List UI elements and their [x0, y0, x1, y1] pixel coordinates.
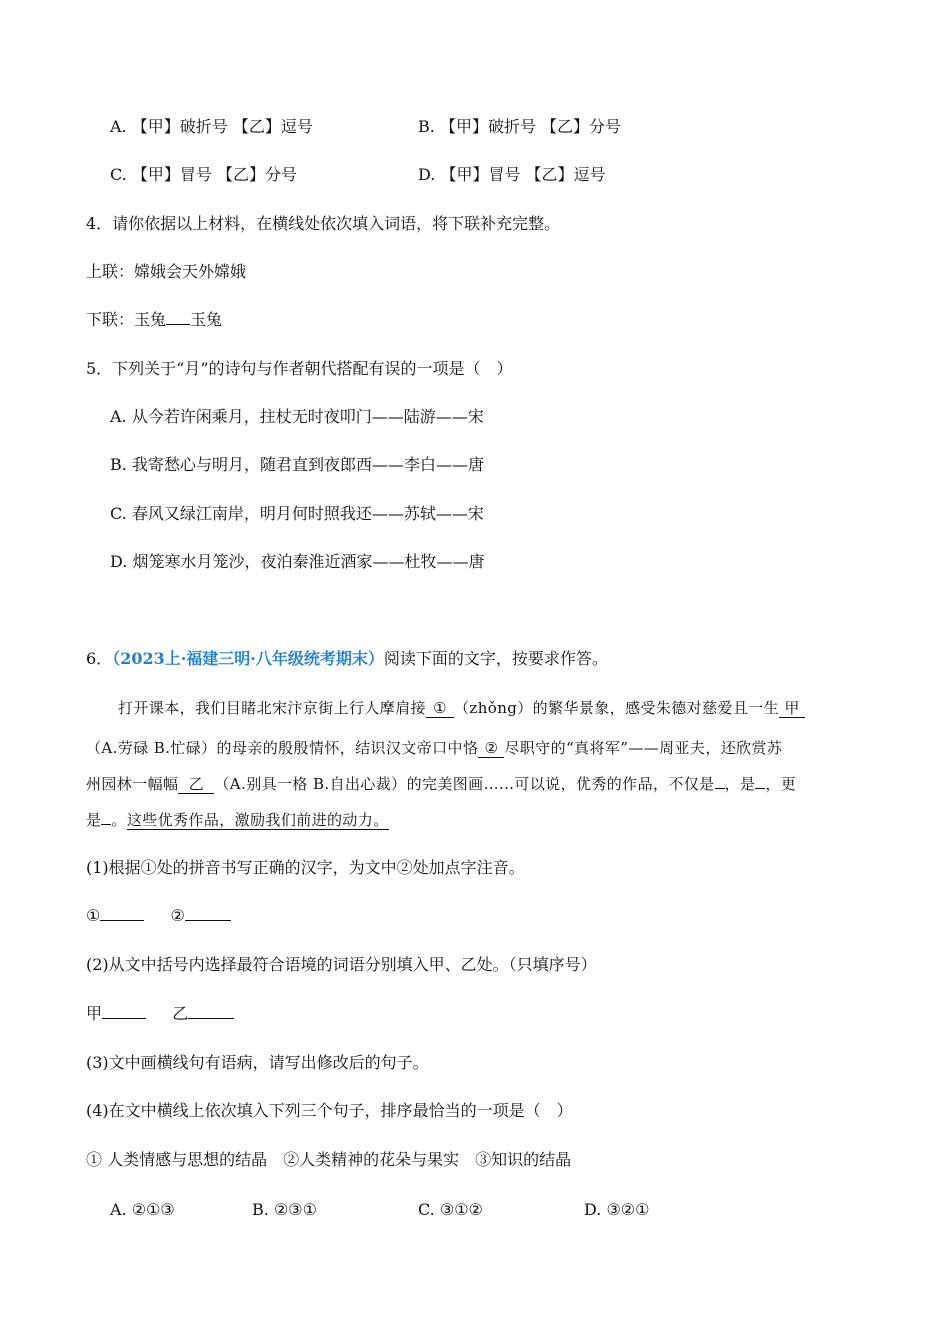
option-text: 春风又绿江南岸，明月何时照我还——苏轼——宋: [131, 504, 484, 523]
q6-sub4-option-a: [110, 1200, 175, 1220]
q6-sub1: (1)根据①处的拼音书写正确的汉字，为文中②处加点字注音。: [86, 858, 525, 877]
q5-option-b: [110, 455, 484, 475]
blank-1: ①: [426, 699, 454, 718]
option-text: ②③①: [273, 1200, 317, 1219]
q6-sub4-option-d: [584, 1200, 649, 1220]
lower-suffix: 玉兔: [190, 310, 223, 329]
blank-2: ②: [478, 739, 504, 758]
passage-text: ，是: [724, 775, 756, 793]
lower-prefix: 下联：玉兔: [86, 310, 167, 329]
passage-text: （A.劳碌 B.忙碌）的母亲的殷殷情怀，结识汉文帝口中恪: [86, 739, 479, 757]
q6-source-tag[interactable]: （2023上·福建三明·八年级统考期末）: [112, 649, 384, 668]
option-letter: C.: [110, 165, 127, 184]
q6-sub4-items: ① 人类情感与思想的结晶 ②人类精神的花朵与果实 ③知识的结晶: [86, 1150, 572, 1169]
option-letter: C.: [110, 504, 127, 523]
option-text: ③①②: [439, 1200, 483, 1219]
q6-header: [86, 649, 608, 669]
option-letter: B.: [252, 1200, 269, 1219]
answer-label: 甲: [86, 1004, 103, 1023]
passage-text: 。: [111, 811, 127, 829]
lower-blank[interactable]: [166, 310, 190, 325]
q3-option-c: [110, 165, 297, 185]
option-letter: D.: [584, 1200, 602, 1219]
sentence-blank-1[interactable]: [715, 774, 725, 789]
q5-option-a: [110, 407, 484, 427]
option-text: 【甲】冒号 【乙】逗号: [440, 165, 606, 184]
option-text: 烟笼寒水月笼沙，夜泊秦淮近酒家——杜牧——唐: [132, 552, 485, 571]
q6-sub4: (4)在文中横线上依次填入下列三个句子，排序最恰当的一项是（ ）: [86, 1101, 573, 1120]
passage-text: （A.别具一格 B.自出心裁）的完美图画……可以说，优秀的作品，不仅是: [214, 775, 715, 793]
q6-passage-line-1: [86, 698, 856, 718]
option-letter: A.: [110, 1200, 127, 1219]
q6-number: 6．: [86, 649, 113, 668]
q6-sub3: (3)文中画横线句有语病，请写出修改后的句子。: [86, 1053, 429, 1072]
q6-passage-line-2: [86, 738, 856, 758]
option-letter: B.: [110, 455, 127, 474]
option-letter: B.: [418, 117, 435, 136]
q6-sub2-answers: [86, 1004, 234, 1024]
passage-text: （zhǒng）的繁华景象，感受朱德对慈爱且一生: [454, 699, 780, 717]
option-text: 【甲】冒号 【乙】分号: [131, 165, 297, 184]
option-text: 我寄愁心与明月，随君直到夜郎西——李白——唐: [131, 455, 484, 474]
option-letter: A.: [110, 117, 127, 136]
option-letter: A.: [110, 407, 127, 426]
underlined-sentence: 这些优秀作品，激励我们前进的动力。: [126, 811, 389, 829]
sentence-blank-2[interactable]: [755, 774, 765, 789]
answer-label: 乙: [172, 1004, 189, 1023]
option-letter: D.: [110, 552, 128, 571]
answer-blank-jia[interactable]: [102, 1004, 146, 1019]
q6-passage-line-3: [86, 774, 856, 794]
answer-blank-yi[interactable]: [188, 1004, 234, 1019]
passage-text: 尽职守的“真将军”——周亚夫，还欣赏苏: [504, 739, 783, 757]
option-text: ③②①: [606, 1200, 650, 1219]
answer-label: ②: [170, 906, 185, 925]
option-letter: C.: [418, 1200, 435, 1219]
q4-upper-couplet: 上联：嫦娥会天外嫦娥: [86, 262, 247, 281]
passage-text: 打开课本，我们目睹北宋汴京街上行人摩肩接: [118, 699, 427, 717]
blank-jia: 甲: [779, 699, 805, 718]
q6-sub1-answers: [86, 906, 231, 926]
q6-sub4-option-c: [418, 1200, 483, 1220]
q5-stem: 5．下列关于“月”的诗句与作者朝代搭配有误的一项是（ ）: [86, 359, 513, 378]
blank-yi: 乙: [178, 775, 214, 794]
option-letter: D.: [418, 165, 436, 184]
answer-blank-2[interactable]: [185, 906, 231, 921]
q5-option-d: [110, 552, 484, 572]
answer-blank-1[interactable]: [100, 906, 144, 921]
option-text: 【甲】破折号 【乙】分号: [439, 117, 622, 136]
passage-text: ，更: [765, 775, 797, 793]
answer-label: ①: [86, 906, 101, 925]
passage-text: 州园林一幅幅: [86, 775, 179, 793]
q3-option-b: [418, 117, 621, 137]
option-text: 【甲】破折号 【乙】逗号: [131, 117, 313, 136]
q6-sub2: (2)从文中括号内选择最符合语境的词语分别填入甲、乙处。（只填序号）: [86, 955, 597, 974]
q6-passage-line-4: [86, 810, 856, 830]
q3-option-d: [418, 165, 606, 185]
sentence-blank-3[interactable]: [101, 810, 111, 825]
passage-text: 是: [86, 811, 102, 829]
q4-lower-couplet: [86, 310, 222, 330]
option-text: 从今若许闲乘月，拄杖无时夜叩门——陆游——宋: [131, 407, 484, 426]
q6-instruction: 阅读下面的文字，按要求作答。: [383, 649, 608, 668]
q5-option-c: [110, 504, 484, 524]
q6-sub4-option-b: [252, 1200, 317, 1220]
q4-stem: 4．请你依据以上材料，在横线处依次填入词语，将下联补充完整。: [86, 214, 561, 233]
option-text: ②①③: [131, 1200, 175, 1219]
q3-option-a: [110, 117, 313, 137]
